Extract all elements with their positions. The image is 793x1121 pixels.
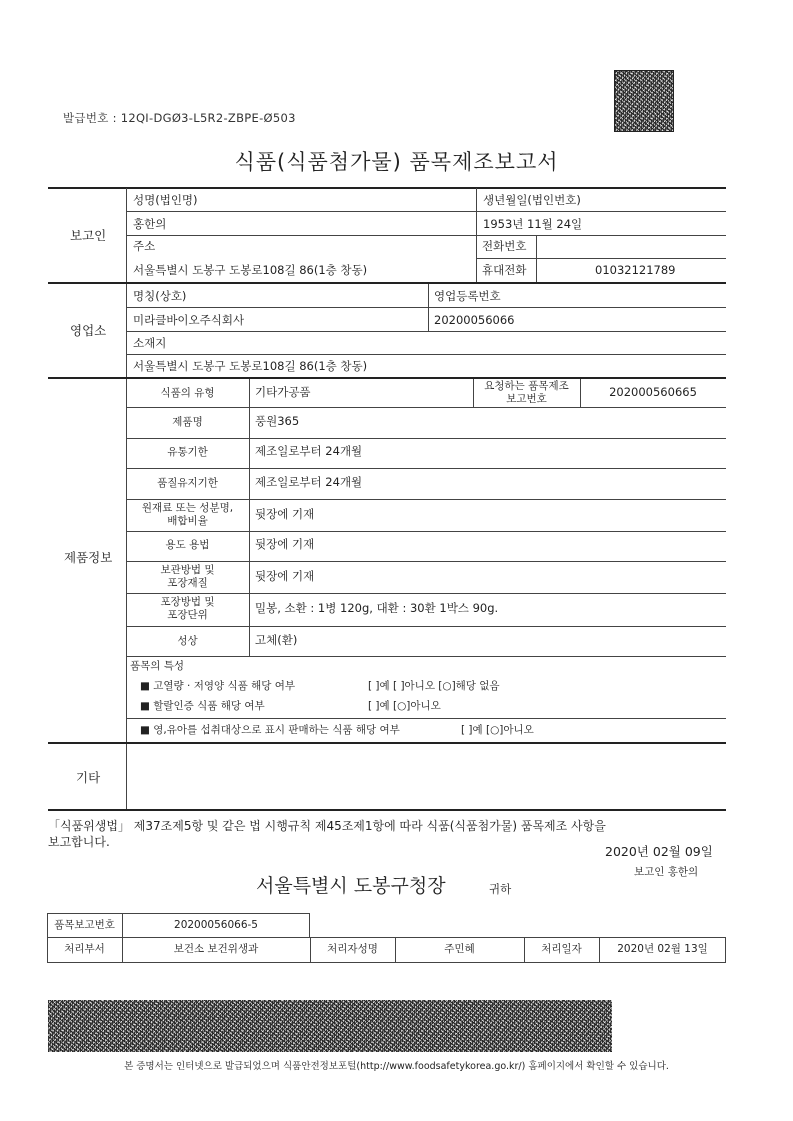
quality-label: 품질유지기한 xyxy=(157,477,218,489)
storage-label-1: 보관방법 및 xyxy=(160,564,215,576)
reporter-address-value: 서울특별시 도봉구 도봉로108길 86(1층 창동) xyxy=(133,263,368,277)
packing-label-2: 포장단위 xyxy=(167,609,208,621)
reporter-name-value: 홍한의 xyxy=(133,217,167,231)
ingredients-label-2: 배합비율 xyxy=(167,515,208,527)
statement-line-2: 보고합니다. xyxy=(48,835,110,849)
form-label: 성상 xyxy=(177,635,198,647)
expiry-value: 제조일로부터 24개월 xyxy=(255,444,363,458)
feature-halal: ■ 할랄인증 식품 해당 여부 xyxy=(140,700,265,712)
product-name-label: 제품명 xyxy=(172,416,203,428)
packing-value: 밀봉, 소환 : 1병 120g, 대환 : 30환 1박스 90g. xyxy=(255,601,499,615)
feature-high-calorie: ■ 고열량 · 저영양 식품 해당 여부 xyxy=(140,680,295,692)
usage-label: 용도 용법 xyxy=(165,539,210,551)
reporter-mobile-value: 01032121789 xyxy=(595,263,676,277)
form-value: 고체(환) xyxy=(255,633,298,647)
verification-code-strip xyxy=(48,1000,612,1052)
storage-value: 뒷장에 기재 xyxy=(255,569,315,583)
features-label: 품목의 특성 xyxy=(130,660,185,672)
product-type-label: 식품의 유형 xyxy=(160,387,215,399)
handler-label: 처리자성명 xyxy=(327,943,378,955)
processed-date-value: 2020년 02월 13일 xyxy=(617,943,708,955)
business-reg-label: 영업등록번호 xyxy=(434,289,501,303)
business-reg-value: 20200056066 xyxy=(434,313,515,327)
ingredients-label-1: 원재료 또는 성분명, xyxy=(141,502,234,514)
feature-infant: ■ 영,유아를 섭취대상으로 표시 판매하는 식품 해당 여부 xyxy=(140,724,400,736)
ingredients-value: 뒷장에 기재 xyxy=(255,507,315,521)
business-location-value: 서울특별시 도봉구 도봉로108길 86(1층 창동) xyxy=(133,359,368,373)
recipient: 서울특별시 도봉구청장 xyxy=(256,875,446,897)
expiry-label: 유통기한 xyxy=(167,446,208,458)
report-no-label-1: 요청하는 품목제조 xyxy=(484,380,569,392)
page-title: 식품(식품첨가물) 품목제조보고서 xyxy=(234,150,559,174)
dept-value: 보건소 보건위생과 xyxy=(173,943,259,955)
product-section-label: 제품정보 xyxy=(64,550,113,565)
handler-value: 주민혜 xyxy=(444,943,475,955)
statement-line-1: 「식품위생법」 제37조제5항 및 같은 법 시행규칙 제45조제1항에 따라 식품(식품첨가물) 품목제조 사항을 xyxy=(48,819,606,833)
statement-reporter: 보고인 홍한의 xyxy=(634,866,699,878)
dept-label: 처리부서 xyxy=(64,943,105,955)
feature-high-calorie-options: [ ]예 [ ]아니오 [○]해당 없음 xyxy=(368,680,500,692)
issue-number: 발급번호 : 12QI-DGØ3-L5R2-ZBPE-Ø503 xyxy=(63,111,296,125)
item-report-number-label: 품목보고번호 xyxy=(54,919,115,931)
business-name-value: 미라클바이오주식회사 xyxy=(133,313,245,327)
report-no-label-2: 보고번호 xyxy=(506,393,547,405)
usage-value: 뒷장에 기재 xyxy=(255,537,315,551)
feature-halal-options: [ ]예 [○]아니오 xyxy=(368,700,441,712)
business-location-label: 소재지 xyxy=(133,336,167,350)
business-name-label: 명칭(상호) xyxy=(133,289,187,303)
quality-value: 제조일로부터 24개월 xyxy=(255,475,363,489)
recipient-honorific: 귀하 xyxy=(489,882,512,896)
product-type-value: 기타가공품 xyxy=(255,385,311,399)
reporter-birth-value: 1953년 11월 24일 xyxy=(483,217,583,231)
feature-infant-options: [ ]예 [○]아니오 xyxy=(461,724,534,736)
reporter-mobile-label: 휴대전화 xyxy=(482,263,527,277)
other-label: 기타 xyxy=(76,770,101,785)
reporter-birth-label: 생년월일(법인번호) xyxy=(483,193,581,207)
reporter-phone-label: 전화번호 xyxy=(482,239,527,253)
reporter-name-label: 성명(법인명) xyxy=(133,193,198,207)
report-no-value: 202000560665 xyxy=(609,385,697,399)
product-name-value: 풍원365 xyxy=(255,414,300,428)
reporter-address-label: 주소 xyxy=(133,239,156,253)
reporter-section-label: 보고인 xyxy=(70,228,107,243)
statement-date: 2020년 02월 09일 xyxy=(605,844,713,859)
footer-notice: 본 증명서는 인터넷으로 발급되었으며 식품안전정보포털(http://www.foodsafetykorea.go.kr/) 홈페이지에서 확인할 수 있습니다. xyxy=(124,1061,669,1072)
storage-label-2: 포장재질 xyxy=(167,577,208,589)
packing-label-1: 포장방법 및 xyxy=(160,596,215,608)
item-report-number-value: 20200056066-5 xyxy=(174,919,258,931)
processed-date-label: 처리일자 xyxy=(541,943,582,955)
barcode-stamp xyxy=(614,70,674,132)
business-section-label: 영업소 xyxy=(70,323,107,338)
